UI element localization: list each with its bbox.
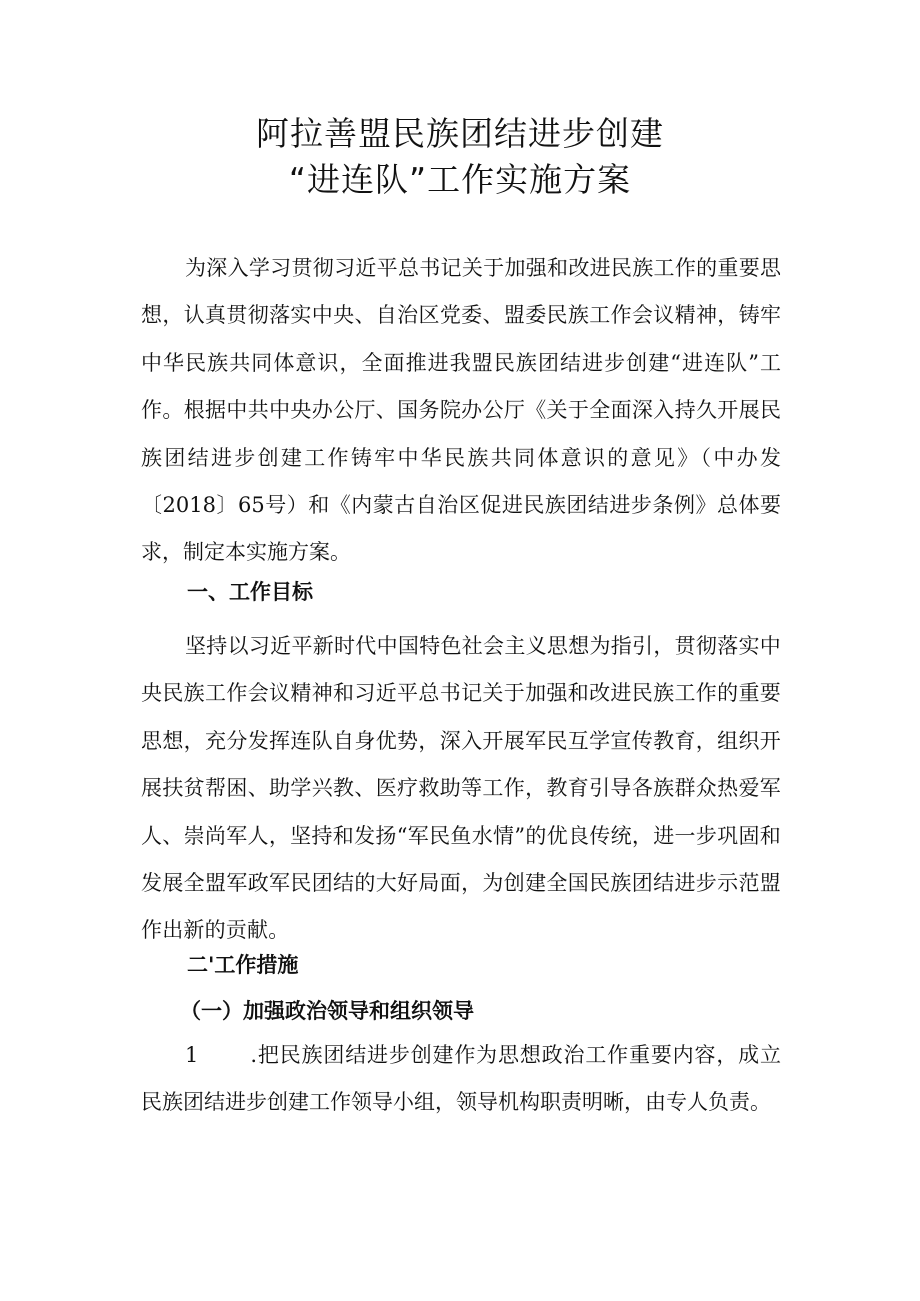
section-heading-goals: 一、工作目标 <box>187 580 313 604</box>
intro-paragraph: 为深入学习贯彻习近平总书记关于加强和改进民族工作的重要思想，认真贯彻落实中央、自治区党委、盟委民族工作会议精神，铸牢中华民族共同体意识，全面推进我盟民族团结进步创建“进连队”工作。根据中共中央办公厅、国务院办公厅《关于全面深入持久开展民族团结进步创建工作铸牢中华民族共同体意识的意见》（中办发〔2018〕65号）和《内蒙古自治区促进民族团结进步条例》总体要求，制定本实施方案。 <box>141 256 781 565</box>
measure-item-1 <box>141 1032 781 1127</box>
document-title-line-1: 阿拉善盟民族团结进步创建 <box>256 114 664 153</box>
goals-paragraph: 坚持以习近平新时代中国特色社会主义思想为指引，贯彻落实中央民族工作会议精神和习近平总书记关于加强和改进民族工作的重要思想，充分发挥连队自身优势，深入开展军民互学宣传教育，组织开展扶贫帮困、助学兴教、医疗救助等工作，教育引导各族群众热爱军人、崇尚军人，坚持和发扬“军民鱼水情”的优良传统，进一步巩固和发展全盟军政军民团结的大好局面，为创建全国民族团结进步示范盟作出新的贡献。 <box>141 634 781 943</box>
measure-item-1-text: .把民族团结进步创建作为思想政治工作重要内容，成立民族团结进步创建工作领导小组，领导机构职责明晰，由专人负责。 <box>141 1043 781 1115</box>
section-heading-measures: 二'工作措施 <box>187 953 299 977</box>
subsection-heading-leadership: （一）加强政治领导和组织领导 <box>180 999 474 1023</box>
measure-item-1-number: 1 <box>185 1043 199 1067</box>
document-title-line-2: “进连队”工作实施方案 <box>288 160 632 199</box>
